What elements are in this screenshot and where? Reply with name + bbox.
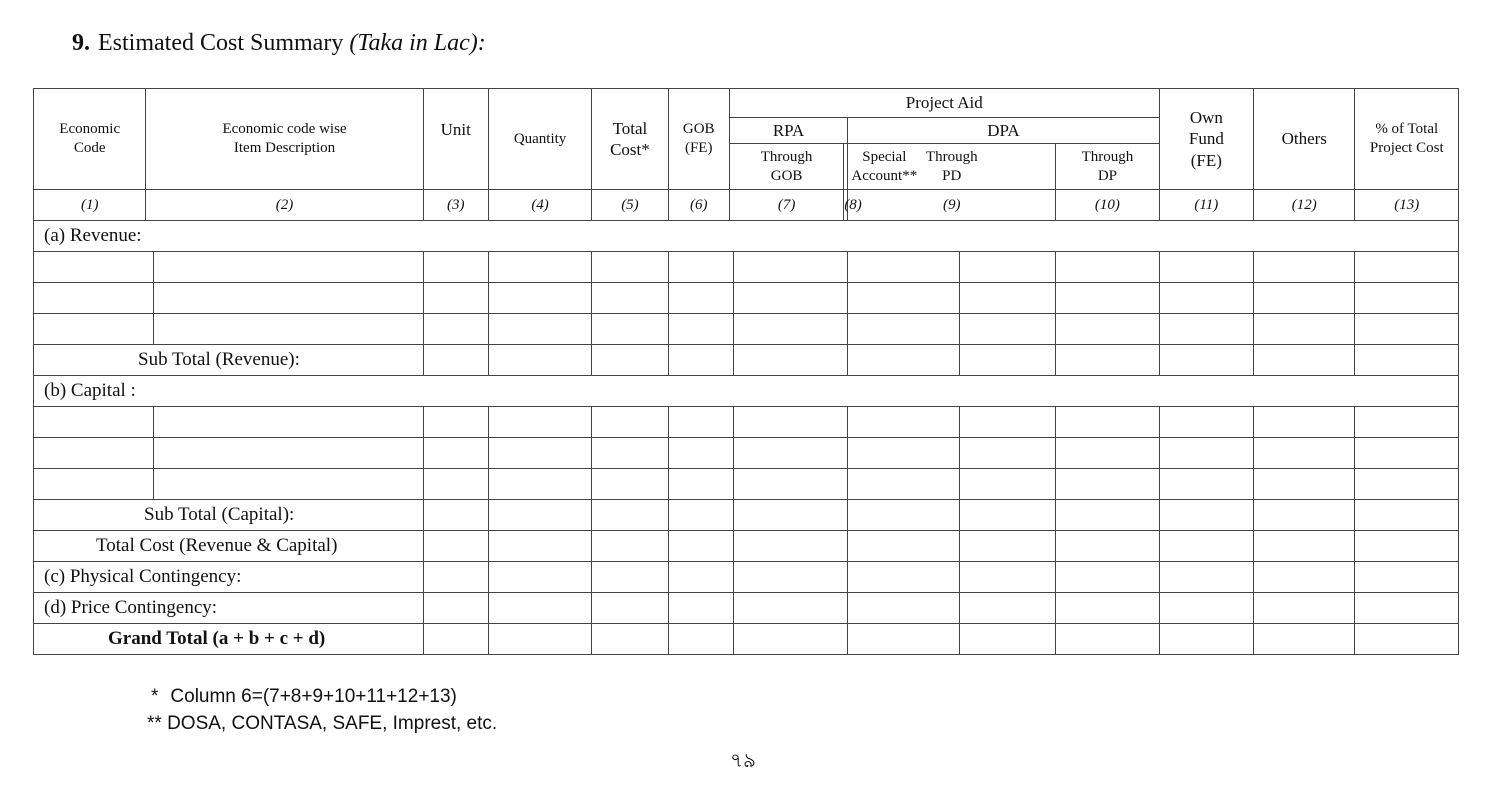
price-contingency-row	[34, 593, 1459, 624]
col-num-11: (11)	[1159, 190, 1253, 221]
revenue-label: (a) Revenue:	[34, 221, 1459, 252]
header-total-cost: Total Cost*	[592, 89, 668, 190]
capital-entry-row	[34, 438, 1459, 469]
col-num-2: (2)	[146, 190, 423, 221]
section-unit: (Taka in Lac):	[349, 30, 486, 56]
footnote-1-text: Column 6=(7+8+9+10+11+12+13)	[170, 686, 457, 707]
footnote-2-text: DOSA, CONTASA, SAFE, Imprest, etc.	[167, 713, 498, 734]
header-dpa: DPA	[848, 118, 1159, 144]
col-num-1: (1)	[34, 190, 146, 221]
header-through-gob: Through GOB	[729, 144, 843, 190]
revenue-section-row	[34, 221, 1459, 252]
revenue-entry-row	[34, 252, 1459, 283]
revenue-entry-row	[34, 283, 1459, 314]
section-title	[72, 30, 486, 57]
header-item-description: Economic code wise Item Description	[146, 89, 423, 190]
total-cost-label: Total Cost (Revenue & Capital)	[34, 531, 424, 562]
header-rpa: RPA	[729, 118, 847, 144]
header-others: Others	[1254, 89, 1355, 190]
footnotes	[147, 683, 497, 737]
header-unit: Unit	[423, 89, 488, 190]
capital-entry-row	[34, 469, 1459, 500]
revenue-entry-row	[34, 314, 1459, 345]
col-num-10: (10)	[1056, 190, 1159, 221]
subtotal-capital-row	[34, 500, 1459, 531]
header-through-dp: Through DP	[1056, 144, 1159, 190]
header-economic-code: Economic Code	[34, 89, 146, 190]
footnote-1	[147, 683, 497, 710]
column-number-row	[34, 190, 1459, 221]
header-row-top	[34, 89, 1459, 118]
header-special-account: Special Account**	[844, 144, 848, 190]
page-number: ৭৯	[730, 748, 756, 772]
col-num-8: (8)	[844, 190, 848, 221]
col-num-3: (3)	[423, 190, 488, 221]
capital-entry-row	[34, 407, 1459, 438]
col-num-9: (9)	[848, 190, 1056, 221]
header-pct-total: % of Total Project Cost	[1355, 89, 1459, 190]
col-num-12: (12)	[1254, 190, 1355, 221]
subtotal-revenue-row	[34, 345, 1459, 376]
footnote-2	[147, 710, 497, 737]
section-number: 9.	[72, 30, 90, 56]
footnote-1-mark: *	[151, 686, 159, 707]
subtotal-capital-label: Sub Total (Capital):	[34, 500, 424, 531]
grand-total-label: Grand Total (a + b + c + d)	[34, 624, 424, 655]
header-project-aid: Project Aid	[729, 89, 1159, 118]
section-title-text: Estimated Cost Summary	[98, 30, 344, 56]
col-num-13: (13)	[1355, 190, 1459, 221]
footnote-2-mark: **	[147, 713, 162, 734]
header-own-fund: Own Fund (FE)	[1159, 89, 1253, 190]
physical-contingency-row	[34, 562, 1459, 593]
capital-section-row	[34, 376, 1459, 407]
header-quantity: Quantity	[488, 89, 591, 190]
physical-contingency-label: (c) Physical Contingency:	[34, 562, 424, 593]
grand-total-row	[34, 624, 1459, 655]
price-contingency-label: (d) Price Contingency:	[34, 593, 424, 624]
col-num-6: (6)	[668, 190, 729, 221]
header-through-pd: Through PD	[848, 144, 1056, 190]
cost-summary-table	[33, 88, 1459, 655]
subtotal-revenue-label: Sub Total (Revenue):	[34, 345, 424, 376]
col-num-7: (7)	[729, 190, 843, 221]
capital-label: (b) Capital :	[34, 376, 1459, 407]
header-gob-fe: GOB (FE)	[668, 89, 729, 190]
total-cost-row	[34, 531, 1459, 562]
col-num-5: (5)	[592, 190, 668, 221]
col-num-4: (4)	[488, 190, 591, 221]
